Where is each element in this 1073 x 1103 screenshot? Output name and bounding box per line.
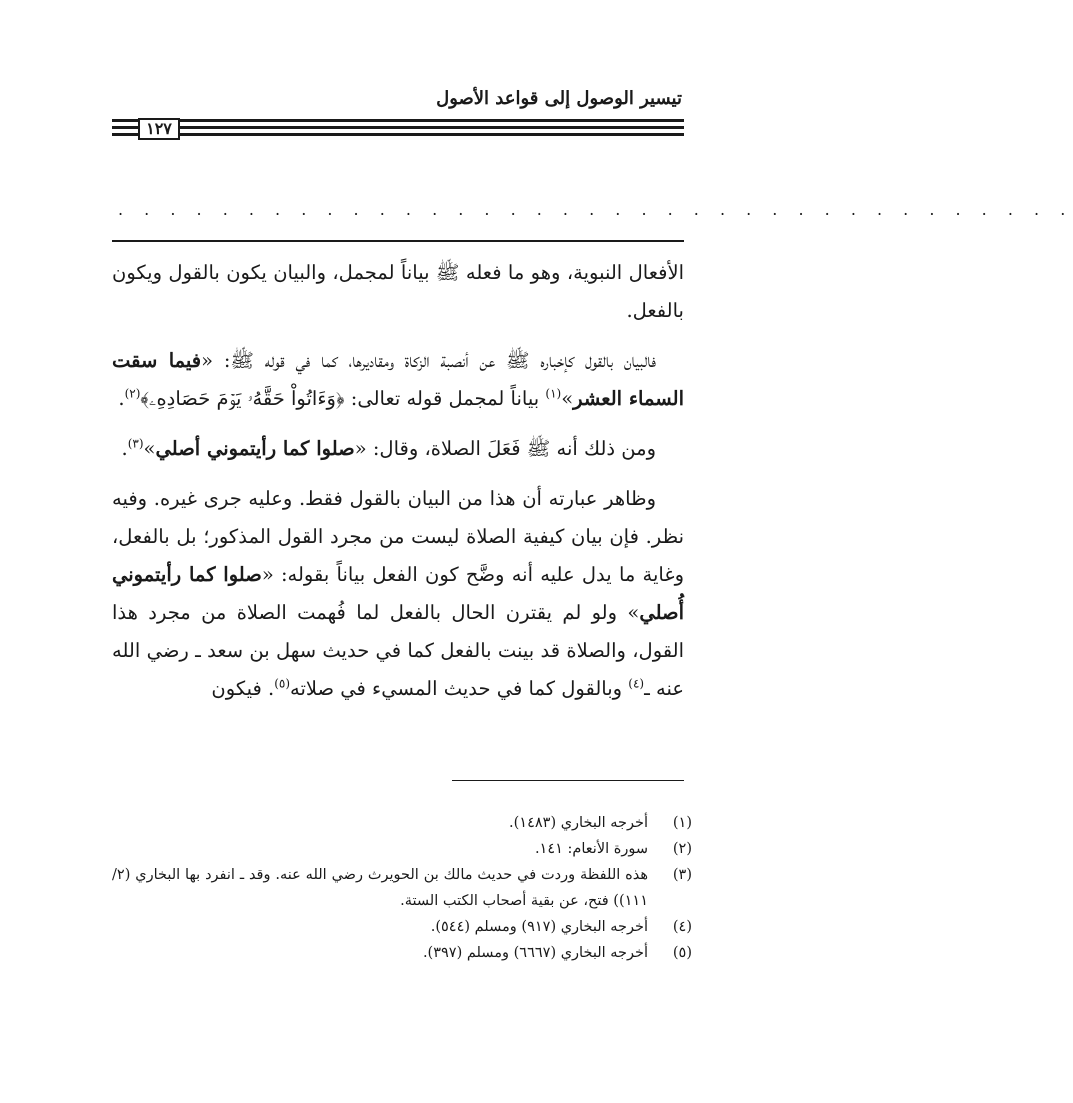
dotted-separator: . . . . . . . . . . . . . . . . . . . . . . . . . . . . . . . . . . . . . (118, 200, 1073, 219)
paragraph-4 (112, 480, 684, 708)
p4-hadith-bold: صلوا كما رأيتموني أُصلي (112, 563, 684, 624)
footnote-item (112, 914, 692, 940)
paragraph-3 (112, 430, 684, 468)
header-rule (112, 118, 684, 140)
footnote-item (112, 836, 692, 862)
p3-text-a: ومن ذلك أنه ﷺ فَعَلَ الصلاة، وقال: « (354, 437, 656, 460)
p3-hadith-bold: صلوا كما رأيتموني أصلي (155, 437, 355, 460)
p2-text-b: » (561, 387, 574, 410)
footnote-text: أخرجه البخاري (١٤٨٣). (509, 815, 648, 831)
p4-text-c: وبالقول كما في حديث المسيء في صلاته (290, 677, 629, 700)
page-number: ١٢٧ (138, 118, 180, 140)
p4-text-b: » ولو لم يقترن الحال بالفعل لما فُهمت الصلاة من مجرد هذا القول، والصلاة قد بينت بالفعل كما في حديث سهل بن سعد ـ رضي الله عنه ـ (112, 601, 684, 700)
p2-text-c: بياناً لمجمل قوله تعالى: ﴿وَءَاتُواْ حَقَّهُۥ يَوۡمَ حَصَادِهِۦ﴾ (140, 387, 546, 410)
footnote-item (112, 940, 692, 966)
footnote-separator (452, 780, 684, 781)
footnote-ref-2: (٢) (124, 386, 141, 401)
header-rule-line-top (112, 119, 684, 122)
footnote-number: (٥) (672, 945, 692, 961)
footnote-ref-3: (٣) (127, 436, 144, 451)
paragraph-2 (112, 342, 684, 418)
footnote-number: (٤) (672, 919, 692, 935)
footnote-item (112, 810, 692, 836)
footnote-number: (١) (672, 815, 692, 831)
main-text (112, 254, 684, 708)
p2-text-d: . (118, 387, 125, 410)
header-rule-line-bottom (112, 133, 684, 136)
p2-text-a: فالبيان بالقول كإخباره ﷺ عن أنصبة الزكاة ومقاديرها، كما في قوله ﷺ: « (201, 349, 656, 372)
footnote-text: أخرجه البخاري (٦٦٦٧) ومسلم (٣٩٧). (422, 945, 648, 961)
footnote-text: أخرجه البخاري (٩١٧) ومسلم (٥٤٤). (430, 919, 648, 935)
footnote-text: هذه اللفظة وردت في حديث مالك بن الحويرث رضي الله عنه. وقد ـ انفرد بها البخاري (٢/ ١١١)) فتح، عن بقية أصحاب الكتب الستة. (112, 867, 648, 909)
footnote-text: سورة الأنعام: ١٤١. (534, 841, 648, 857)
running-header-title: تيسير الوصول إلى قواعد الأصول (436, 88, 682, 109)
footnotes (112, 810, 692, 966)
p3-text-b: » (143, 437, 156, 460)
footnote-number: (٢) (672, 841, 692, 857)
header-rule-line-middle (112, 126, 684, 129)
footnote-item (112, 862, 692, 914)
p2-hadith-bold: فيما سقت السماء العشر (112, 349, 684, 410)
footnote-ref-1: (١) (545, 386, 562, 401)
paragraph-1: الأفعال النبوية، وهو ما فعله ﷺ بياناً لمجمل، والبيان يكون بالقول ويكون بالفعل. (112, 261, 684, 322)
p4-text-d: . فيكون (211, 677, 275, 700)
footnote-number: (٣) (672, 867, 692, 883)
text-divider (112, 240, 684, 242)
p3-text-c: . (121, 437, 128, 460)
footnote-ref-4: (٤) (628, 676, 645, 691)
p4-text-a: وظاهر عبارته أن هذا من البيان بالقول فقط. وعليه جرى غيره. وفيه نظر. فإن بيان كيفية الصلاة ليست من مجرد القول المذكور؛ بل بالفعل، وغاية ما يدل عليه أنه وضَّح كون الفعل بياناً بقوله: « (112, 487, 684, 586)
footnote-ref-5: (٥) (274, 676, 291, 691)
